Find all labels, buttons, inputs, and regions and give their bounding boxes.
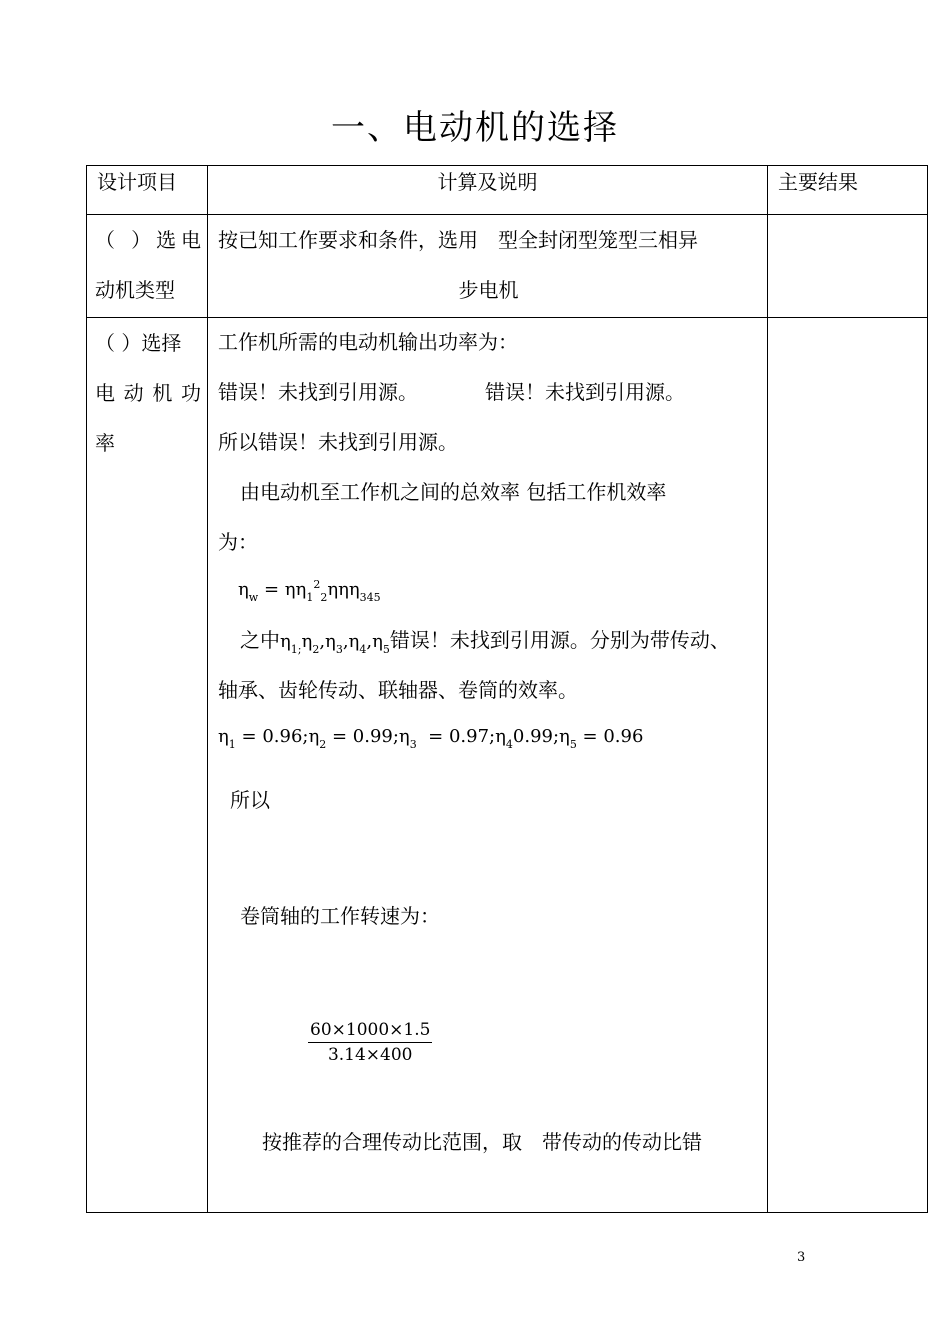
description-cell [208,215,768,318]
description-line: 按已知工作要求和条件，选用 型全封闭型笼型三相异 [218,228,698,252]
text-line: 为： [218,530,258,554]
efficiency-formula: $\eta_w = \eta\eta_1^2_2\eta\eta\eta_{345}$ [238,578,381,604]
text-line: 工作机所需的电动机输出功率为： [218,330,518,354]
text-line: 由电动机至工作机之间的总效率 包括工作机效率 [240,480,667,504]
result-cell [768,318,928,1213]
text-line: 所以 [230,788,270,812]
table-row [87,318,928,1213]
item-line: （ ）选电 [95,228,201,252]
text-line [240,624,730,656]
result-cell [768,215,928,318]
text-line: 按推荐的合理传动比范围，取 带传动的传动比错 [262,1130,702,1154]
page-title: 一、电动机的选择 [331,108,619,148]
text-span: 之中 [240,628,280,652]
header-main-result: 主要结果 [768,166,928,215]
header-calculation: 计算及说明 [208,166,768,215]
table-header-row [87,166,928,215]
item-line: 率 [95,431,115,455]
design-table [86,165,928,1213]
item-cell [87,318,208,1213]
item-line: （ ）选择 [95,331,182,355]
text-line: 错误！未找到引用源。 [485,380,685,404]
item-cell [87,215,208,318]
text-line: 轴承、齿轮传动、联轴器、卷筒的效率。 [218,678,578,702]
table-row [87,215,928,318]
description-line: 步电机 [458,278,519,302]
speed-fraction [308,1020,432,1065]
item-line: 动机类型 [95,278,175,302]
item-line: 电 动 机 功 [95,381,201,405]
efficiency-values: $\eta_1$ = $0.96;\eta_2$ = $0.99;\eta_3$ = $0.97;\eta_40.99;\eta_5 = 0.96$ [218,726,644,751]
calculation-cell [208,318,768,1213]
page-number: 3 [797,1250,806,1265]
text-line: 卷筒轴的工作转速为： [240,904,440,928]
header-design-item: 设计项目 [87,166,208,215]
fraction-numerator: 60×1000×1.5 [308,1020,432,1043]
text-line: 所以错误！未找到引用源。 [218,430,458,454]
text-line: 错误！未找到引用源。 [218,380,418,404]
efficiency-symbols: $\eta_{1;}\eta_2,\eta_3,\eta_4,\eta_5$ [280,631,390,656]
fraction-denominator: 3.14×400 [327,1045,413,1065]
text-span: 错误！未找到引用源。分别为带传动、 [389,628,730,652]
